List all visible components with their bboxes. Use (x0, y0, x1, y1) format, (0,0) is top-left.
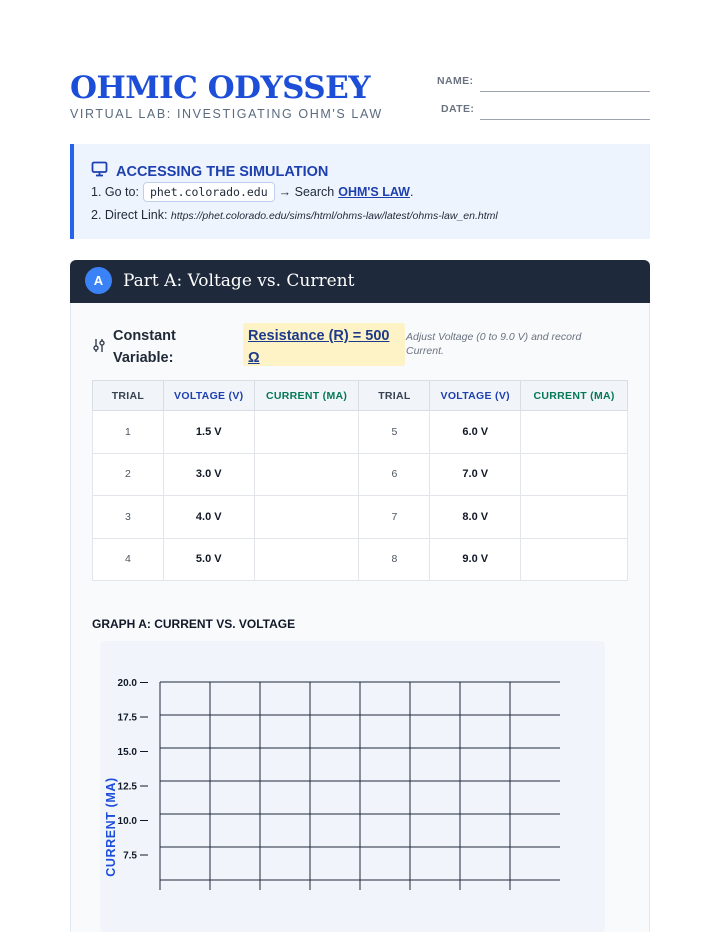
voltage-cell: 6.0 V (430, 411, 521, 454)
voltage-cell: 3.0 V (163, 453, 254, 496)
y-axis-label: CURRENT (MA) (104, 777, 118, 877)
trial-cell: 1 (93, 411, 164, 454)
y-tick-label: 10.0 (117, 816, 137, 827)
access-title: ACCESSING THE SIMULATION (116, 163, 329, 180)
step1-middle: → Search (278, 185, 335, 199)
step1-prefix: 1. Go to: (91, 185, 139, 199)
voltage-cell: 7.0 V (430, 453, 521, 496)
date-label: DATE: (441, 103, 475, 115)
name-label: NAME: (437, 75, 474, 87)
y-tick-label: 12.5 (117, 781, 137, 793)
page-title: OHMIC ODYSSEY (70, 70, 370, 106)
trial-cell: 6 (359, 453, 430, 496)
trial-cell: 4 (93, 538, 164, 581)
domain-code-pill: phet.colorado.edu (143, 182, 275, 202)
constant-variable-label: Constant Variable: (113, 328, 176, 366)
search-term-link[interactable]: OHM'S LAW (338, 185, 410, 199)
header-current: CURRENT (MA) (254, 381, 359, 411)
constant-variable-value: Resistance (R) = 500 Ω (243, 323, 405, 366)
y-tick-label: 20.0 (117, 678, 137, 689)
header-voltage: VOLTAGE (V) (163, 381, 254, 411)
y-tick-label: 7.5 (123, 850, 137, 862)
instruction-note: Adjust Voltage (0 to 9.0 V) and record Current. (406, 331, 582, 357)
header-trial: TRIAL (359, 381, 430, 411)
header-voltage: VOLTAGE (V) (430, 381, 521, 411)
voltage-cell: 5.0 V (163, 538, 254, 581)
voltage-cell: 4.0 V (163, 496, 254, 539)
page-subtitle: VIRTUAL LAB: INVESTIGATING OHM'S LAW (70, 107, 383, 121)
part-a-badge: A (85, 267, 112, 294)
direct-link-url[interactable]: https://phet.colorado.edu/sims/html/ohms-law/latest/ohms-law_en.html (170, 210, 498, 222)
trial-cell: 7 (359, 496, 430, 539)
y-tick-label: 17.5 (117, 712, 137, 724)
step1-suffix: . (409, 185, 414, 199)
graph-title: GRAPH A: CURRENT VS. VOLTAGE (92, 617, 296, 631)
y-tick-label: 15.0 (117, 747, 137, 758)
trial-cell: 8 (359, 538, 430, 581)
voltage-cell: 8.0 V (430, 496, 521, 539)
part-a-title: Part A: Voltage vs. Current (123, 271, 355, 291)
header-trial: TRIAL (93, 381, 164, 411)
header-current: CURRENT (MA) (521, 381, 628, 411)
trial-cell: 3 (93, 496, 164, 539)
trial-cell: 5 (359, 411, 430, 454)
trial-cell: 2 (93, 453, 164, 496)
voltage-cell: 1.5 V (163, 411, 254, 454)
voltage-cell: 9.0 V (430, 538, 521, 581)
step2-prefix: 2. Direct Link: (91, 208, 168, 222)
